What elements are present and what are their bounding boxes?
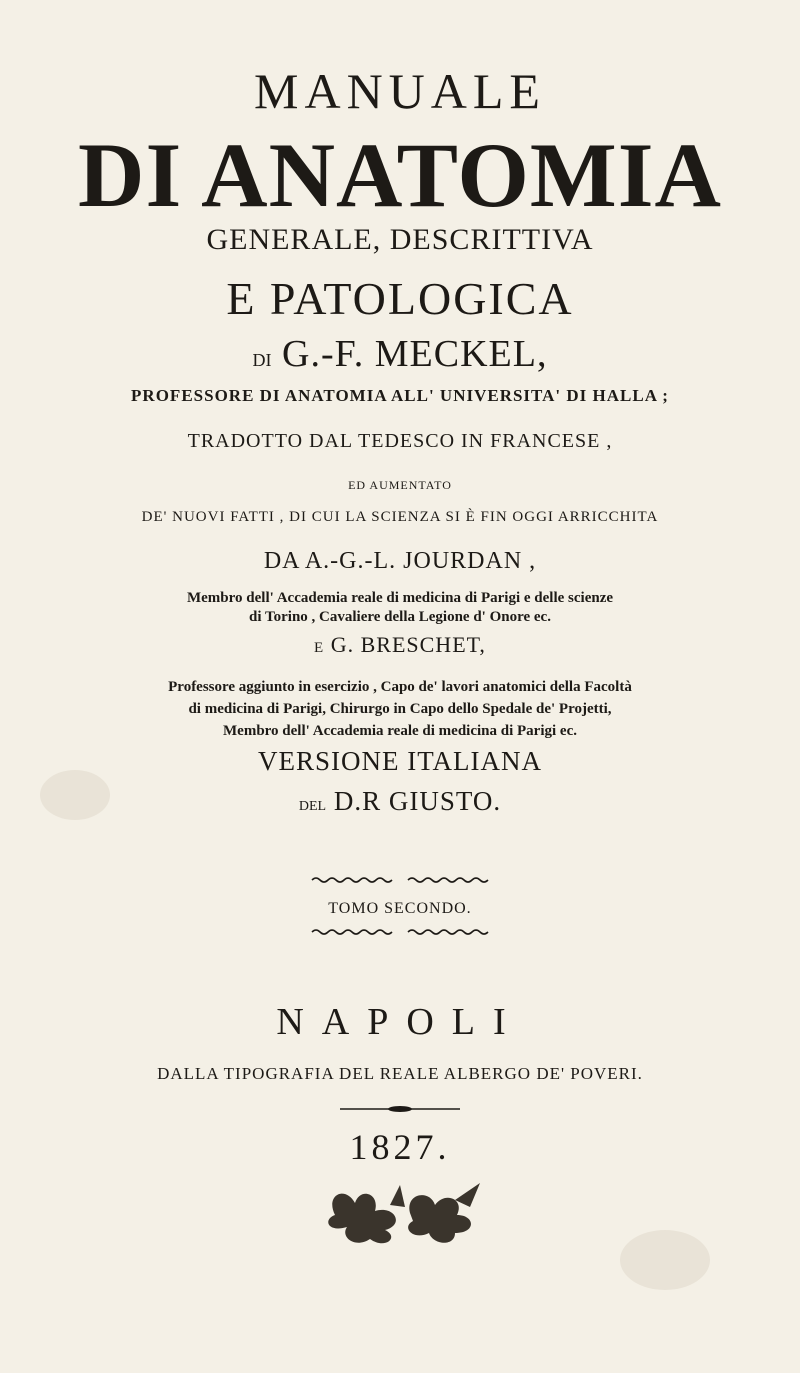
translation-note: TRADOTTO DAL TEDESCO IN FRANCESE , — [187, 430, 613, 452]
author-name: G.-F. MECKEL, — [282, 333, 548, 375]
ornament-rule-top — [310, 876, 490, 884]
breschet-desc-line-3: Membro dell' Accademia reale di medicina di Parigi ec. — [223, 723, 577, 739]
version-by-prefix: DEL — [298, 799, 327, 814]
publication-year: 1827. — [349, 1127, 451, 1167]
volume-label: TOMO SECONDO. — [328, 900, 472, 917]
author-role: PROFESSORE DI ANATOMIA ALL' UNIVERSITA' DI HALLA ; — [131, 386, 669, 405]
new-facts-note: DE' NUOVI FATTI , DI CUI LA SCIENZA SI È FIN OGGI ARRICCHITA — [141, 509, 659, 525]
translator-breschet-description — [0, 676, 800, 742]
version-by: D.R GIUSTO. — [333, 786, 502, 816]
jourdan-desc-line-1: Membro dell' Accademia reale di medicina di Parigi e delle scienze — [186, 590, 614, 606]
author-line — [0, 332, 800, 376]
translator-breschet-line — [0, 632, 800, 658]
breschet-desc-line-1: Professore aggiunto in esercizio , Capo de' lavori anatomici della Facoltà — [168, 679, 632, 695]
title-line-anatomia: DI ANATOMIA — [78, 124, 722, 226]
translator-breschet-prefix: E — [314, 640, 325, 656]
city-napoli: NAPOLI — [276, 1001, 524, 1043]
subtitle-patologica: E PATOLOGICA — [226, 273, 574, 324]
translator-breschet: G. BRESCHET, — [330, 632, 486, 657]
title-line-manuale: MANUALE — [254, 63, 546, 119]
subtitle-generale: GENERALE, DESCRITTIVA — [206, 223, 594, 256]
italian-version: VERSIONE ITALIANA — [257, 746, 543, 776]
augmented-note: ED AUMENTATO — [348, 478, 452, 492]
jourdan-desc-line-2: di Torino , Cavaliere della Legione d' Onore ec. — [249, 609, 551, 625]
printer-line: DALLA TIPOGRAFIA DEL REALE ALBERGO DE' POVERI. — [157, 1064, 643, 1083]
printer-device-icon — [305, 1175, 495, 1250]
ornament-rule-bottom — [310, 928, 490, 936]
breschet-desc-line-2: di medicina di Parigi, Chirurgo in Capo dello Spedale de' Projetti, — [188, 701, 612, 717]
version-by-line — [0, 786, 800, 817]
translator-jourdan-description — [0, 589, 800, 627]
decorative-rule — [340, 1106, 460, 1112]
paper-stain — [620, 1230, 710, 1290]
author-prefix: DI — [252, 350, 272, 370]
translator-jourdan: DA A.-G.-L. JOURDAN , — [263, 548, 537, 574]
